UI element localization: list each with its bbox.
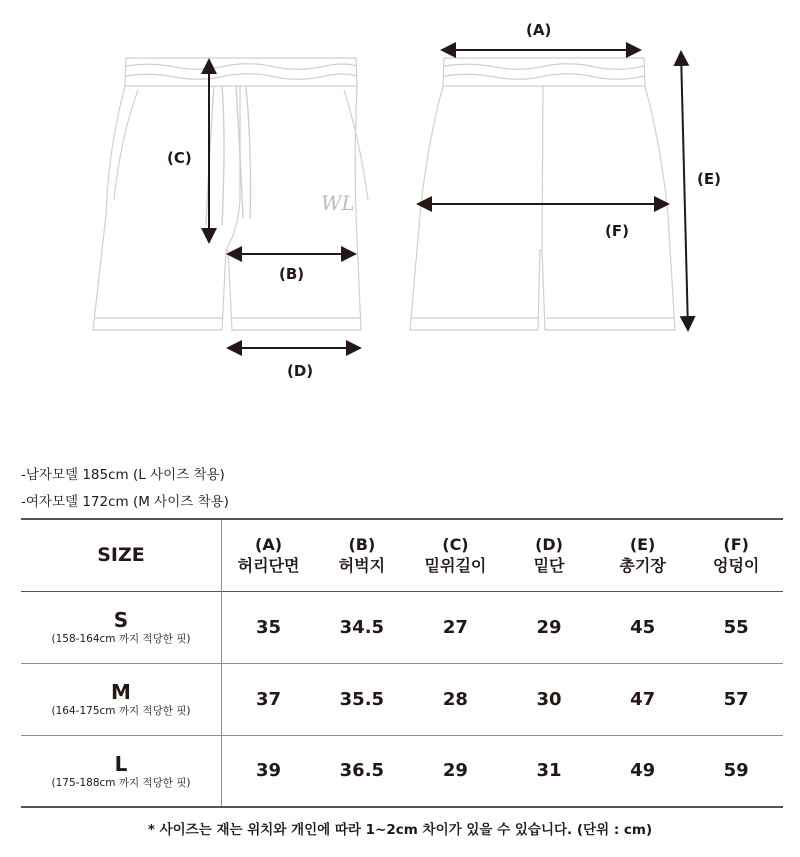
- column-code: (D): [535, 535, 563, 555]
- size-letter: S: [113, 608, 129, 632]
- column-name: 총기장: [619, 556, 666, 576]
- column-header-e: [596, 519, 690, 591]
- label-f: (F): [605, 222, 629, 240]
- column-code: (E): [629, 535, 656, 555]
- shorts-measurement-diagram: [0, 0, 800, 400]
- size-header: SIZE: [21, 519, 222, 591]
- size-cell: [21, 663, 222, 735]
- label-c: (C): [167, 149, 192, 167]
- table-cell: 35: [256, 616, 282, 638]
- column-name: 밑위길이: [424, 556, 487, 576]
- column-code: (C): [442, 535, 469, 555]
- female-model-note: -여자모델 172cm (M 사이즈 착용): [21, 494, 229, 510]
- column-code: (A): [255, 535, 283, 555]
- column-header-f: [689, 519, 783, 591]
- table-cell: 39: [256, 760, 282, 782]
- table-cell: 45: [630, 616, 656, 638]
- table-cell: 34.5: [339, 616, 385, 638]
- label-a: (A): [526, 21, 552, 39]
- size-table-header: [21, 519, 783, 591]
- size-fit: (164-175cm 까지 적당한 핏): [51, 705, 191, 717]
- table-cell: 28: [442, 688, 468, 710]
- label-d: (D): [287, 362, 314, 380]
- column-name: 허리단면: [237, 556, 300, 576]
- column-header-b: [315, 519, 409, 591]
- table-row-s: [21, 591, 783, 663]
- table-cell: 59: [723, 760, 749, 782]
- wl-logo: WL: [321, 191, 355, 215]
- column-code: (B): [348, 535, 376, 555]
- size-fit: (158-164cm 까지 적당한 핏): [51, 633, 191, 645]
- model-notes: [21, 462, 229, 516]
- column-name: 허벅지: [338, 556, 386, 576]
- table-cell: 55: [723, 616, 749, 638]
- back-view-shorts: [410, 58, 675, 330]
- table-cell: 29: [442, 760, 468, 782]
- male-model-note: -남자모델 185cm (L 사이즈 착용): [21, 467, 225, 483]
- table-row-l: [21, 735, 783, 807]
- label-b: (B): [279, 265, 305, 283]
- table-cell: 30: [536, 688, 562, 710]
- column-header-d: [502, 519, 596, 591]
- measure-arrow-e: [681, 52, 688, 330]
- table-cell: 37: [256, 688, 282, 710]
- table-cell: 49: [630, 760, 656, 782]
- size-letter: M: [111, 680, 131, 704]
- size-fit: (175-188cm 까지 적당한 핏): [51, 776, 191, 789]
- size-letter: L: [114, 751, 128, 776]
- table-cell: 35.5: [339, 688, 385, 710]
- table-cell: 57: [723, 688, 749, 710]
- column-name: 밑단: [533, 556, 565, 576]
- column-name: 엉덩이: [713, 556, 760, 576]
- table-row-m: [21, 663, 783, 735]
- table-cell: 27: [442, 616, 468, 638]
- measurement-footnote: * 사이즈는 재는 위치와 개인에 따라 1~2cm 차이가 있을 수 있습니다. (단위 : cm): [147, 822, 653, 838]
- size-cell: [21, 591, 222, 663]
- table-cell: 29: [536, 616, 562, 638]
- label-e: (E): [697, 170, 721, 188]
- size-table: [21, 518, 783, 808]
- column-header-a: [222, 519, 316, 591]
- table-cell: 47: [630, 688, 656, 710]
- column-header-c: [409, 519, 503, 591]
- table-cell: 36.5: [339, 760, 385, 782]
- table-cell: 31: [536, 760, 562, 782]
- column-code: (F): [723, 535, 749, 555]
- size-cell: [21, 735, 222, 807]
